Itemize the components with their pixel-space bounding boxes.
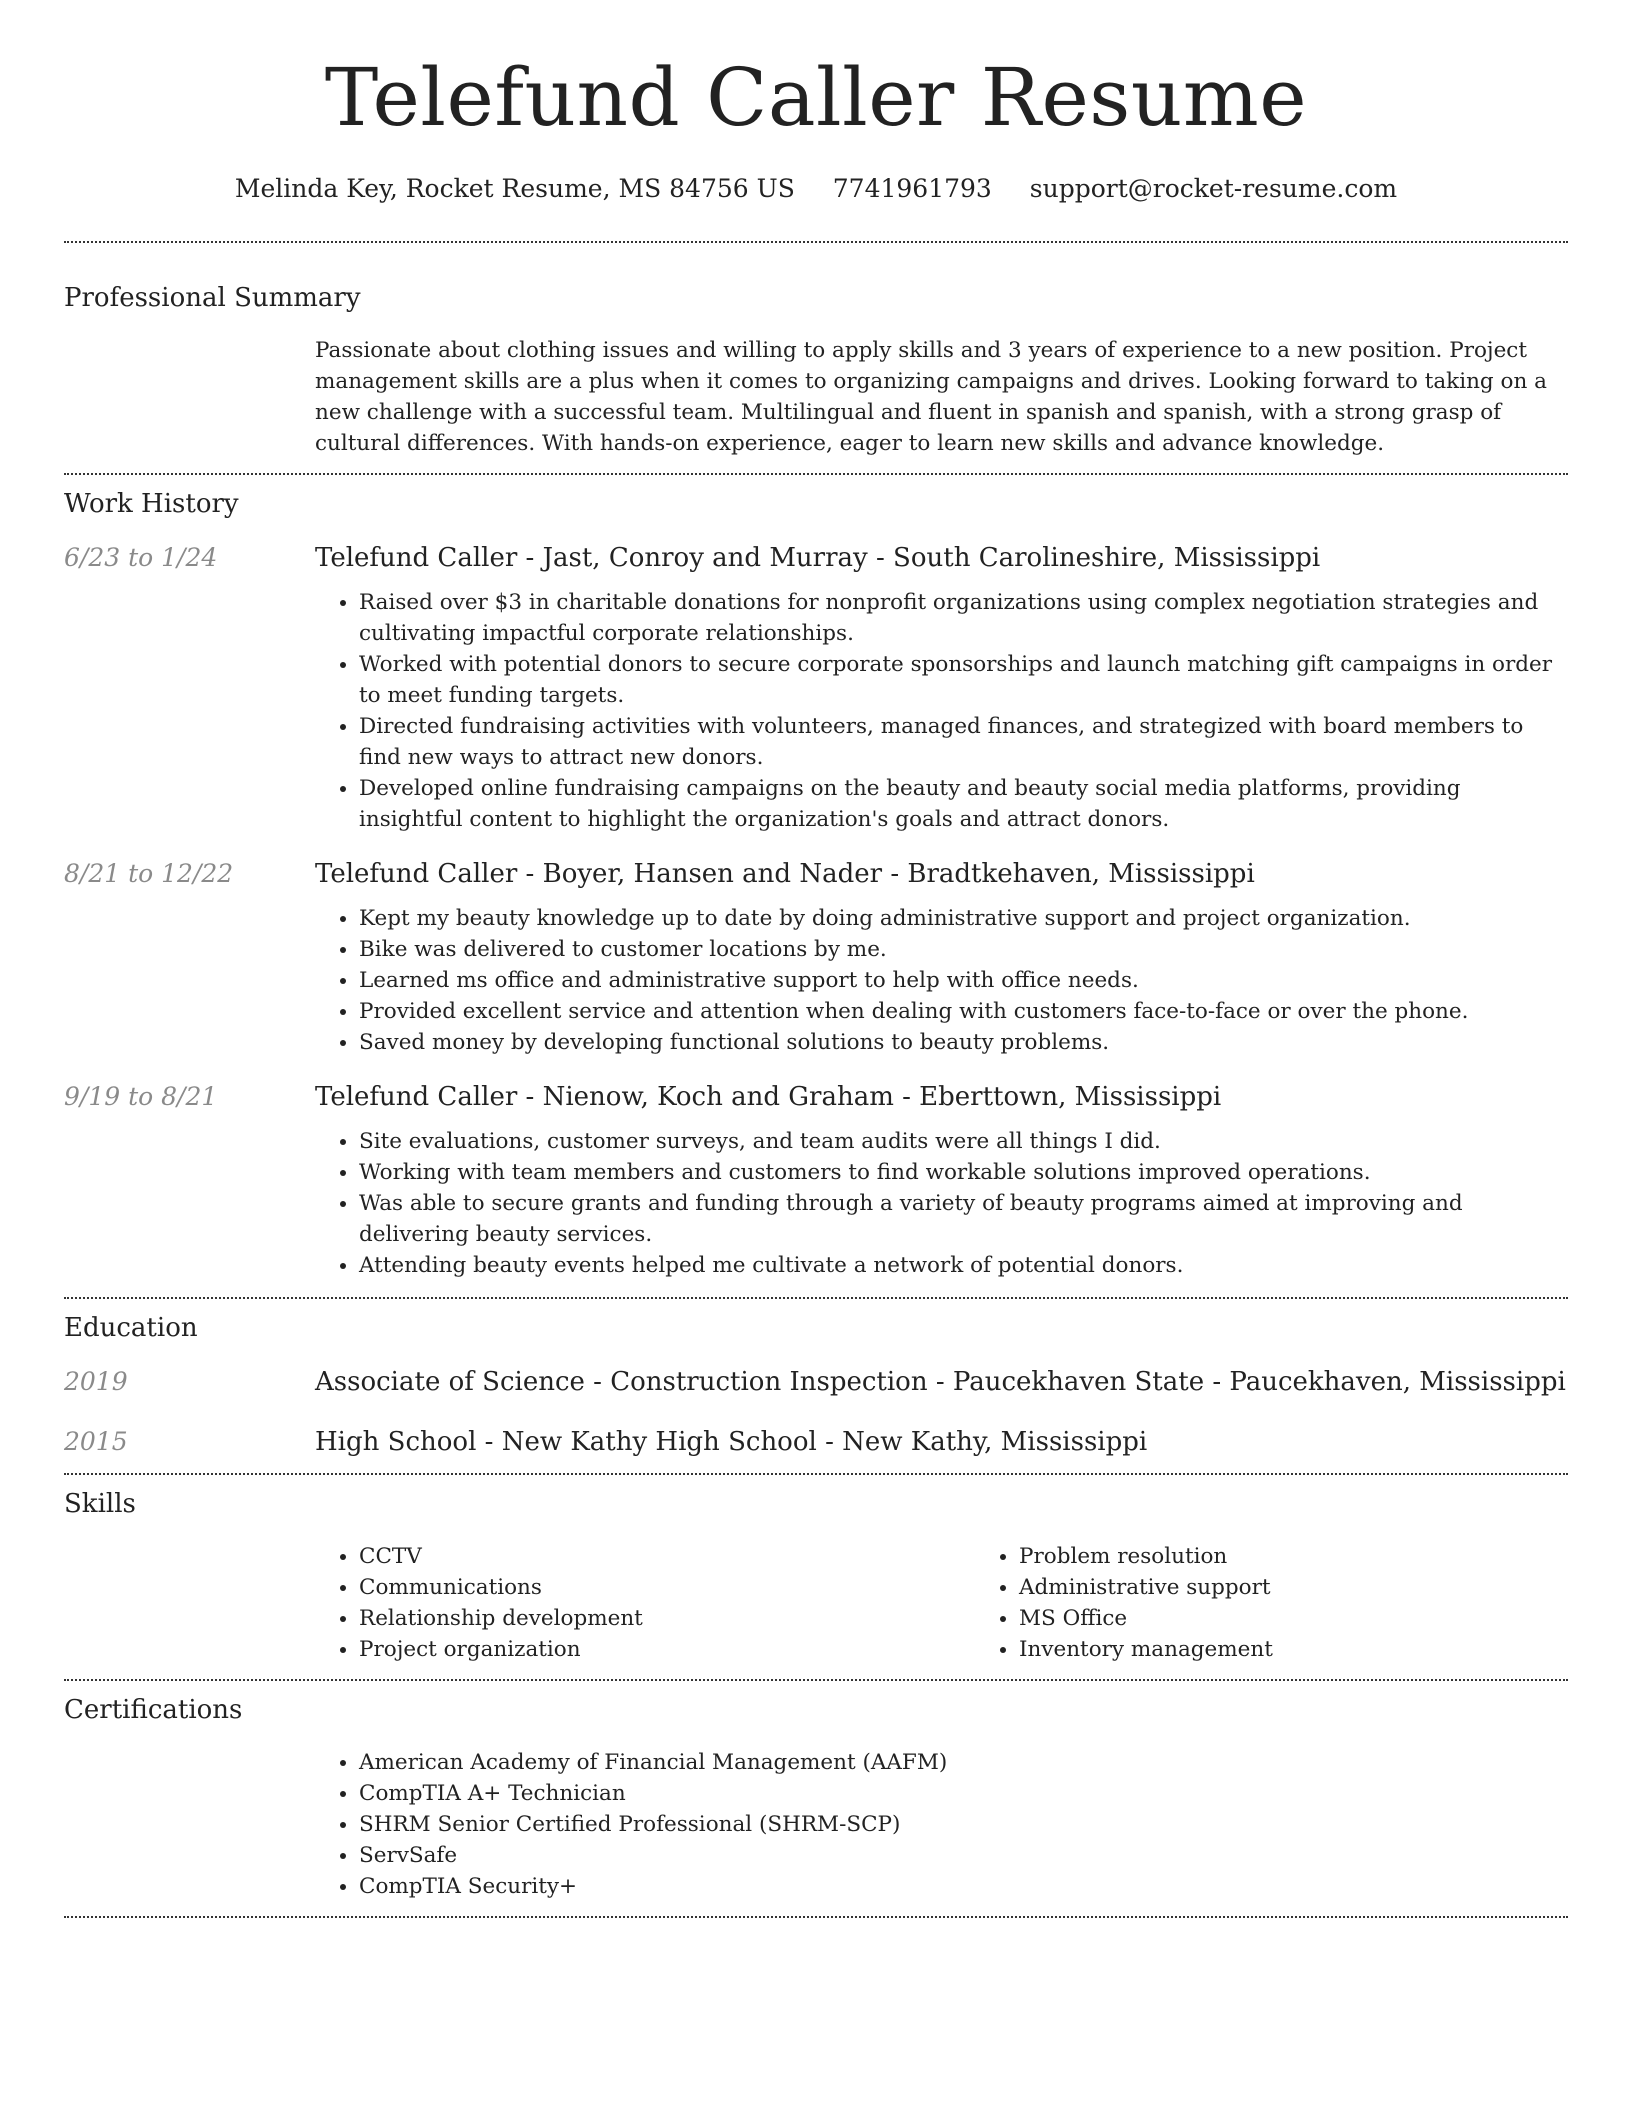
job-dates: 8/21 to 12/22	[64, 859, 234, 888]
section-title-work: Work History	[64, 489, 239, 519]
education-year: 2015	[64, 1427, 128, 1456]
list-item: • Saved money by developing functional solutions to beauty problems.	[359, 1027, 1568, 1058]
job-bullets	[315, 1126, 1568, 1281]
summary-text: Passionate about clothing issues and willing to apply skills and 3 years of experience to a new position. Project management skills are a plus when it comes to organizing campaigns and drives. Looking forward to taking on a new challenge with a successful team. Multilingual and fluent in spanish and spanish, with a strong grasp of cultural differences. With hands-on experience, eager to learn new skills and advance knowledge.	[315, 338, 1547, 456]
skills-section	[64, 1489, 1568, 1665]
list-item: • Working with team members and customers to find workable solutions improved operations.	[359, 1157, 1568, 1188]
list-item: • Administrative support	[1019, 1572, 1632, 1603]
list-item: • Provided excellent service and attention when dealing with customers face-to-face or over the phone.	[359, 996, 1568, 1027]
section-title-summary: Professional Summary	[64, 283, 361, 313]
contact-email: support@rocket-resume.com	[1029, 174, 1398, 203]
list-item: • Worked with potential donors to secure corporate sponsorships and launch matching gift campaigns in order to meet funding targets.	[359, 649, 1568, 711]
list-item: • Relationship development	[359, 1603, 975, 1634]
certifications-list	[315, 1747, 1568, 1902]
section-title-certifications: Certifications	[64, 1695, 243, 1725]
list-item: • ServSafe	[359, 1840, 1568, 1871]
list-item: • MS Office	[1019, 1603, 1632, 1634]
contact-line	[64, 174, 1568, 203]
job-entry	[64, 859, 1568, 1058]
skills-list-right	[975, 1541, 1632, 1665]
list-item: • Attending beauty events helped me cultivate a network of potential donors.	[359, 1250, 1568, 1281]
list-item: • Developed online fundraising campaigns on the beauty and beauty social media platforms, providing insightful content to highlight the organization's goals and attract donors.	[359, 773, 1568, 835]
skills-columns	[315, 1541, 1632, 1665]
page-title: Telefund Caller Resume	[324, 51, 1308, 144]
job-bullets	[315, 587, 1568, 835]
list-item: • Site evaluations, customer surveys, and team audits were all things I did.	[359, 1126, 1568, 1157]
skills-list-left	[315, 1541, 975, 1665]
work-section	[64, 489, 1568, 1281]
divider	[64, 1297, 1568, 1299]
divider	[64, 1916, 1568, 1918]
section-title-skills: Skills	[64, 1489, 136, 1519]
job-dates: 9/19 to 8/21	[64, 1082, 218, 1111]
divider	[64, 1679, 1568, 1681]
job-bullets	[315, 903, 1568, 1058]
education-section	[64, 1313, 1568, 1457]
list-item: • Learned ms office and administrative support to help with office needs.	[359, 965, 1568, 996]
summary-spacer	[64, 335, 315, 459]
job-entry	[64, 1082, 1568, 1281]
job-dates: 6/23 to 1/24	[64, 543, 218, 572]
list-item: • SHRM Senior Certified Professional (SHRM-SCP)	[359, 1809, 1568, 1840]
list-item: • Was able to secure grants and funding through a variety of beauty programs aimed at improving and delivering beauty services.	[359, 1188, 1568, 1250]
list-item: • Bike was delivered to customer locations by me.	[359, 934, 1568, 965]
list-item: • CCTV	[359, 1541, 975, 1572]
education-title: Associate of Science - Construction Inspection - Paucekhaven State - Paucekhaven, Mississippi	[315, 1367, 1566, 1397]
list-item: • Directed fundraising activities with volunteers, managed finances, and strategized with board members to find new ways to attract new donors.	[359, 711, 1568, 773]
list-item: • Project organization	[359, 1634, 975, 1665]
education-year: 2019	[64, 1367, 128, 1396]
list-item: • Kept my beauty knowledge up to date by doing administrative support and project organization.	[359, 903, 1568, 934]
education-entry	[64, 1427, 1568, 1457]
contact-address: Melinda Key, Rocket Resume, MS 84756 US	[234, 174, 795, 203]
job-title: Telefund Caller - Nienow, Koch and Graham - Eberttown, Mississippi	[315, 1082, 1222, 1112]
list-item: • CompTIA Security+	[359, 1871, 1568, 1902]
summary-section	[64, 283, 1568, 459]
list-item: • Inventory management	[1019, 1634, 1632, 1665]
certifications-section	[64, 1695, 1568, 1902]
job-entry	[64, 543, 1568, 835]
divider	[64, 1473, 1568, 1475]
list-item: • CompTIA A+ Technician	[359, 1778, 1568, 1809]
divider	[64, 473, 1568, 475]
divider	[64, 241, 1568, 243]
list-item: • Problem resolution	[1019, 1541, 1632, 1572]
list-item: • Communications	[359, 1572, 975, 1603]
education-entry	[64, 1367, 1568, 1397]
education-title: High School - New Kathy High School - New Kathy, Mississippi	[315, 1427, 1148, 1457]
job-title: Telefund Caller - Boyer, Hansen and Nader - Bradtkehaven, Mississippi	[315, 859, 1255, 889]
list-item: • Raised over $3 in charitable donations for nonprofit organizations using complex negotiation strategies and cultivating impactful corporate relationships.	[359, 587, 1568, 649]
list-item: • American Academy of Financial Management (AAFM)	[359, 1747, 1568, 1778]
section-title-education: Education	[64, 1313, 198, 1343]
contact-phone: 7741961793	[832, 174, 992, 203]
job-title: Telefund Caller - Jast, Conroy and Murray - South Carolineshire, Mississippi	[315, 543, 1321, 573]
